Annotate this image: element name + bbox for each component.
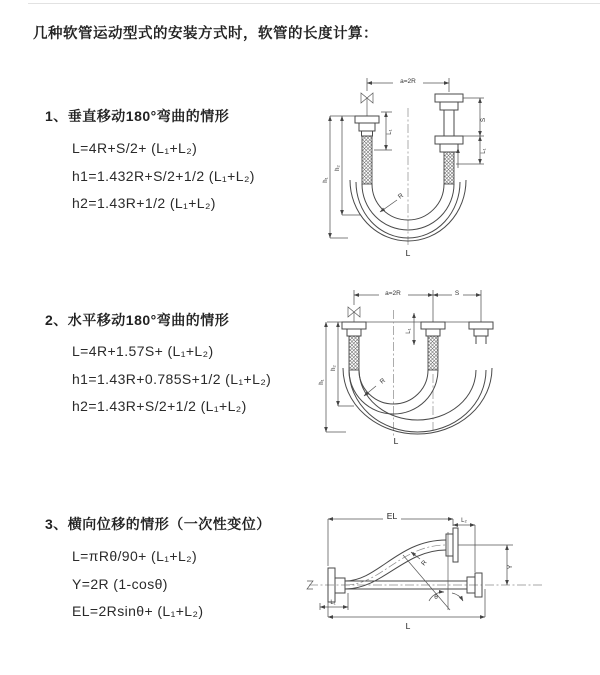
hose-braid-hatch <box>428 336 438 370</box>
dim-label-el: EL <box>386 511 398 521</box>
s-curve-hose <box>345 540 446 589</box>
dim-label-l: L <box>405 621 411 631</box>
u-bend-arcs <box>343 368 492 434</box>
section-3-heading: 3、横向位移的情形（一次性变位） <box>45 516 271 532</box>
radius-callout <box>411 552 429 567</box>
dim-l <box>328 589 485 631</box>
dim-label-s: S <box>454 290 460 297</box>
dim-h1 <box>319 322 346 432</box>
dim-label-l1: L₁ <box>406 328 412 334</box>
radius-callout <box>380 192 405 212</box>
length-label: L <box>393 436 399 446</box>
scan-edge-line <box>28 3 600 4</box>
section-vertical-180 <box>45 106 255 218</box>
dim-s <box>463 98 487 136</box>
dim-label-s: S <box>480 117 487 123</box>
right-pipe-fitting <box>469 322 493 344</box>
diagram-lateral-displacement <box>303 498 563 648</box>
formula-length: L=4R+S/2+ (L₁+L₂) <box>72 140 198 156</box>
dim-label-span: a=2R <box>385 290 401 297</box>
diagram-horizontal-180-bend <box>310 282 560 462</box>
dim-h1 <box>323 116 355 238</box>
radius-label: R <box>420 559 429 568</box>
section-2-heading: 2、水平移动180°弯曲的情形 <box>45 312 230 328</box>
dim-l1 <box>406 313 414 345</box>
right-pipe-fitting <box>435 94 463 184</box>
formula-h1: h1=1.43R+0.785S+1/2 (L₁+L₂) <box>72 370 272 387</box>
section-lateral-displacement <box>45 514 271 626</box>
valve-icon <box>361 93 373 116</box>
formula-length: L=πRθ/90+ (L₁+L₂) <box>72 548 198 564</box>
length-label: L <box>405 248 411 258</box>
section-horizontal-180 <box>45 310 271 421</box>
dim-label-span: a=2R <box>400 78 416 85</box>
angle-label: θ <box>434 594 438 601</box>
radius-label: R <box>378 377 387 386</box>
dim-label-l1: L₁ <box>330 600 336 606</box>
formula-y: Y=2R (1-cosθ) <box>72 575 168 592</box>
formula-el: EL=2Rsinθ+ (L₁+L₂) <box>72 603 204 619</box>
middle-pipe-fitting <box>421 322 445 370</box>
dim-el <box>328 510 453 566</box>
dim-label-h2: h₂ <box>335 165 341 171</box>
dim-label-h2: h₂ <box>331 365 337 371</box>
angle-construction <box>403 532 463 610</box>
left-pipe-fitting <box>342 322 366 370</box>
radius-label: R <box>396 192 405 201</box>
formula-h2: h2=1.43R+S/2+1/2 (L₁+L₂) <box>72 398 247 414</box>
formula-length: L=4R+1.57S+ (L₁+L₂) <box>72 343 214 359</box>
dim-label-h1: h₁ <box>323 177 329 183</box>
radius-callout <box>364 377 387 396</box>
formula-h1: h1=1.432R+S/2+1/2 (L₁+L₂) <box>72 167 255 184</box>
dim-label-l1: L₁ <box>481 148 487 154</box>
dim-span <box>367 76 449 92</box>
hose-braid-hatch <box>349 336 359 370</box>
dim-l1 <box>320 593 348 610</box>
dim-s <box>433 288 481 297</box>
dim-label-l2: L₂ <box>461 518 467 524</box>
dim-label-h1: h₁ <box>319 379 325 385</box>
dim-h2 <box>335 116 360 215</box>
formula-h2: h2=1.43R+1/2 (L₁+L₂) <box>72 195 216 211</box>
dim-y <box>458 545 514 585</box>
hose-braid-hatch <box>444 152 454 184</box>
section-1-heading: 1、垂直移动180°弯曲的情形 <box>45 108 230 124</box>
page-title: 几种软管运动型式的安装方式时，软管的长度计算： <box>33 26 378 42</box>
diagram-vertical-180-bend <box>312 68 547 260</box>
dim-l1-left <box>374 112 393 150</box>
dim-label-l1: L₁ <box>387 129 393 135</box>
valve-icon <box>348 307 360 322</box>
dim-l1-right <box>456 136 487 164</box>
dim-span <box>354 288 433 297</box>
dim-label-y: Y <box>507 564 514 570</box>
hose-braid-hatch <box>362 136 372 184</box>
